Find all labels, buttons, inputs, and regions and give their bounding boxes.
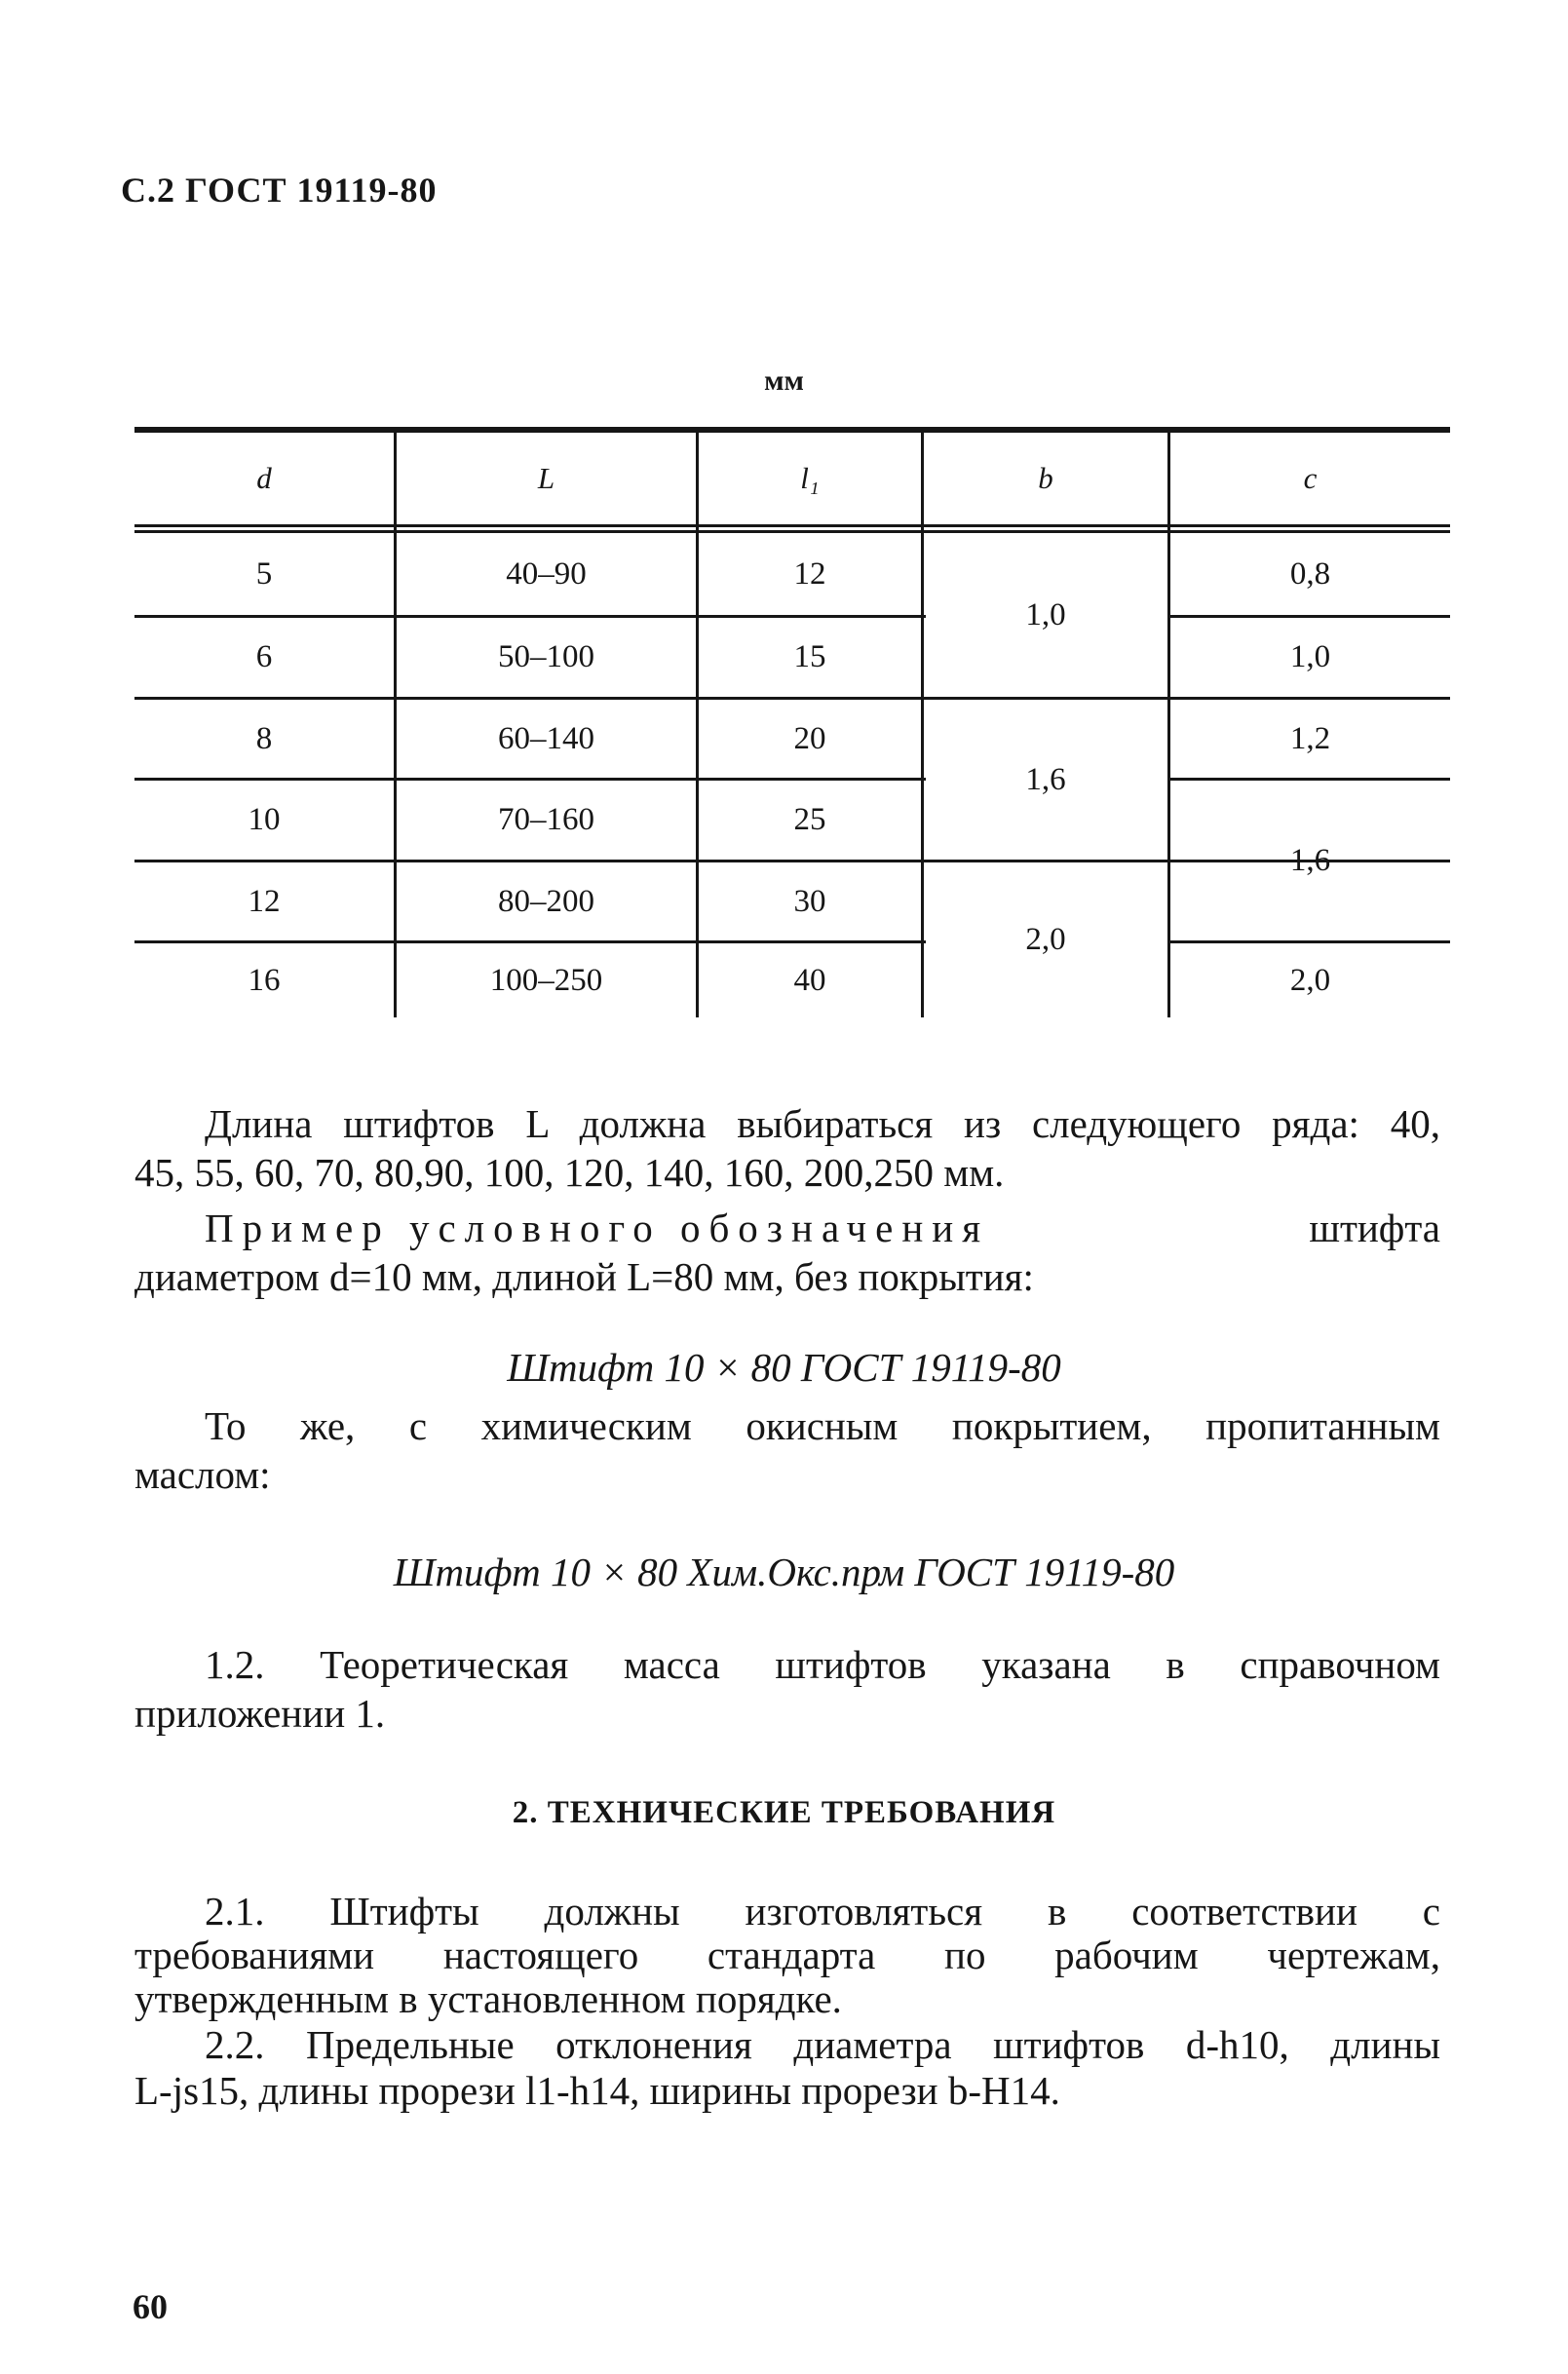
designation-example-2: Штифт 10 × 80 Хим.Окс.прм ГОСТ 19119-80 xyxy=(393,1550,1175,1594)
table-cell-c: 0,8 xyxy=(1289,556,1331,592)
table-cell-d: 10 xyxy=(248,802,281,837)
table-cell-d: 5 xyxy=(255,556,273,592)
table-cell-d: 8 xyxy=(255,720,273,756)
table-cell-b: 2,0 xyxy=(1025,922,1066,957)
table-cell-L: 70–160 xyxy=(498,802,594,837)
table-unit: мм xyxy=(764,364,804,397)
column-header-L: L xyxy=(537,461,555,495)
table-cell-d: 12 xyxy=(248,883,281,919)
paragraph-length-series: Длина штифтов L должна выбираться из следующего ряда: 40, xyxy=(205,1101,1440,1146)
table-cell-b: 1,0 xyxy=(1025,597,1066,632)
paragraph-length-series-cont: 45, 55, 60, 70, 80,90, 100, 120, 140, 160, 200,250 мм. xyxy=(134,1150,1005,1195)
paragraph-coated: То же, с химическим окисным покрытием, пропитанным xyxy=(205,1403,1440,1448)
paragraph-1-2-cont: приложении 1. xyxy=(134,1691,386,1736)
paragraph-2-1-cont: требованиями настоящего стандарта по рабочим чертежам, xyxy=(134,1933,1440,1977)
paragraph-2-2-cont: L-js15, длины прорези l1-h14, ширины прорези b-H14. xyxy=(134,2068,1060,2113)
table-cell-L: 50–100 xyxy=(498,639,594,674)
table-cell-L: 80–200 xyxy=(498,883,594,919)
column-header-c: c xyxy=(1303,461,1318,495)
table-cell-d: 16 xyxy=(248,962,281,998)
example-spaced-label: Пример условного обозначения xyxy=(205,1206,990,1250)
dimensions-table xyxy=(134,427,1450,1017)
column-header-b: b xyxy=(1038,461,1053,495)
table-cell-c: 2,0 xyxy=(1289,962,1331,998)
header-rule xyxy=(134,524,1450,527)
section-title: 2. ТЕХНИЧЕСКИЕ ТРЕБОВАНИЯ xyxy=(512,1795,1056,1830)
paragraph-2-1: 2.1. Штифты должны изготовляться в соответствии с xyxy=(205,1889,1440,1934)
table-cell-L: 40–90 xyxy=(506,556,587,592)
table-cell-l1: 40 xyxy=(793,962,826,998)
table-cell-c: 1,0 xyxy=(1289,639,1331,674)
table-cell-b: 1,6 xyxy=(1025,761,1066,797)
paragraph-2-1-end: утвержденным в установленном порядке. xyxy=(134,1976,842,2021)
table-cell-c: 1,6 xyxy=(1289,842,1331,878)
table-cell-l1: 15 xyxy=(793,639,826,674)
paragraph-example-cont: диаметром d=10 мм, длиной L=80 мм, без покрытия: xyxy=(134,1254,1034,1299)
header-rule-double xyxy=(134,530,1450,533)
column-header-l1: l₁ xyxy=(800,461,820,495)
table-cell-d: 6 xyxy=(255,639,273,674)
table-cell-l1: 25 xyxy=(793,802,826,837)
page-number: 60 xyxy=(133,2287,168,2326)
paragraph-coated-cont: маслом: xyxy=(134,1452,271,1497)
designation-example-1: Штифт 10 × 80 ГОСТ 19119-80 xyxy=(507,1345,1061,1390)
page-header: С.2 ГОСТ 19119-80 xyxy=(121,171,438,210)
paragraph-1-2: 1.2. Теоретическая масса штифтов указана в справочном xyxy=(205,1642,1440,1687)
paragraph-example xyxy=(134,1206,1440,1251)
table-cell-l1: 30 xyxy=(793,883,826,919)
table-cell-c: 1,2 xyxy=(1289,720,1331,756)
table-cell-L: 60–140 xyxy=(498,720,594,756)
column-header-d: d xyxy=(256,461,272,495)
table-cell-l1: 12 xyxy=(793,556,826,592)
paragraph-2-2: 2.2. Предельные отклонения диаметра штифтов d-h10, длины xyxy=(205,2022,1440,2067)
example-label-tail: штифта xyxy=(1309,1206,1440,1250)
table-cell-L: 100–250 xyxy=(489,962,603,998)
table-cell-l1: 20 xyxy=(793,720,826,756)
